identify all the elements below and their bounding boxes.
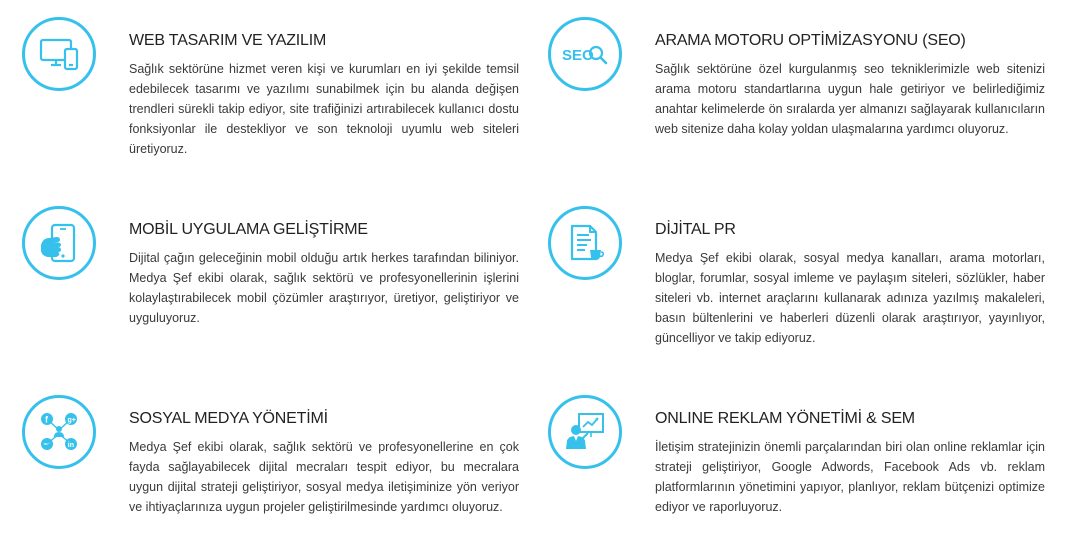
service-title: WEB TASARIM VE YAZILIM [129,32,327,49]
seo-icon-text: SEO [562,47,594,64]
service-title: DİJİTAL PR [655,221,736,238]
seo-search-icon [548,17,622,91]
social-network-icon [22,395,96,469]
mobile-hand-icon [22,206,96,280]
service-title: MOBİL UYGULAMA GELİŞTİRME [129,221,368,238]
service-description: Medya Şef ekibi olarak, sosyal medya kanalları, arama motorları, bloglar, forumlar, sosyal imleme ve paylaşım siteleri, sözlükler, haber siteleri vb. internet araçlarını kullanarak adınıza yazılmış makaleleri, basın bültenlerini ve haberleri düzenli olarak araştırıyor, yayınlıyor, güncelliyor ve takip ediyoruz. [655,251,1045,345]
devices-icon [22,17,96,91]
service-description: İletişim stratejinizin önemli parçalarından biri olan online reklamlar için strateji geliştiriyor, Google Adwords, Facebook Ads vb. reklam platformlarının yönetimini yapıyor, planlıyor, reklam bütçenizi optimize ediyor ve raporluyoruz. [655,440,1045,514]
service-description: Sağlık sektörüne hizmet veren kişi ve kurumları en iyi şekilde temsil edebilecek tasarımı ve yazılımı sunabilmek için bu alanda değişen trendleri sürekli takip ediyor, site trafiğinizi artırabilecek kullanıcı dostu fonksiyonlar ile destekliyor ve son teknoloji uyumlu web siteleri üretiyoruz. [129,62,519,156]
service-description: Sağlık sektörüne özel kurgulanmış seo tekniklerimizle web sitenizi arama motoru standartlarına uygun hale getiriyor ve belirlediğimiz anahtar kelimelerde ön sıralarda yer almanızı sağlayarak kullanıcıların web sitenize daha kolay yoldan ulaşmalarına yardımcı oluyoruz. [655,62,1045,136]
service-title: ARAMA MOTORU OPTİMİZASYONU (SEO) [655,32,966,49]
svg-text:in: in [67,442,75,449]
service-description: Medya Şef ekibi olarak, sağlık sektörü ve profesyonellerine en çok fayda sağlayabilecek dijital mecraları tespit ediyor, bu mecralara uygun dijital strateji geliştiriyor, sosyal medya iletişiminize yön veriyor ve ihtiyaçlarınıza uygun projeler geliştirilmesinde yardımcı oluyoruz. [129,440,519,514]
document-coffee-icon [548,206,622,280]
service-title: ONLINE REKLAM YÖNETİMİ & SEM [655,410,915,427]
svg-text:f: f [45,414,48,425]
service-description: Dijital çağın geleceğinin mobil olduğu artık herkes tarafından biliniyor. Medya Şef ekibi olarak, sağlık sektörü ve profesyonellerinin işlerini kolaylaştırabilecek mobil çözümler araştırıyor, üretiyor, geliştiriyor ve uyguluyoruz. [129,251,519,325]
service-title: SOSYAL MEDYA YÖNETİMİ [129,410,328,427]
svg-text:g+: g+ [67,417,76,424]
presentation-icon [548,395,622,469]
